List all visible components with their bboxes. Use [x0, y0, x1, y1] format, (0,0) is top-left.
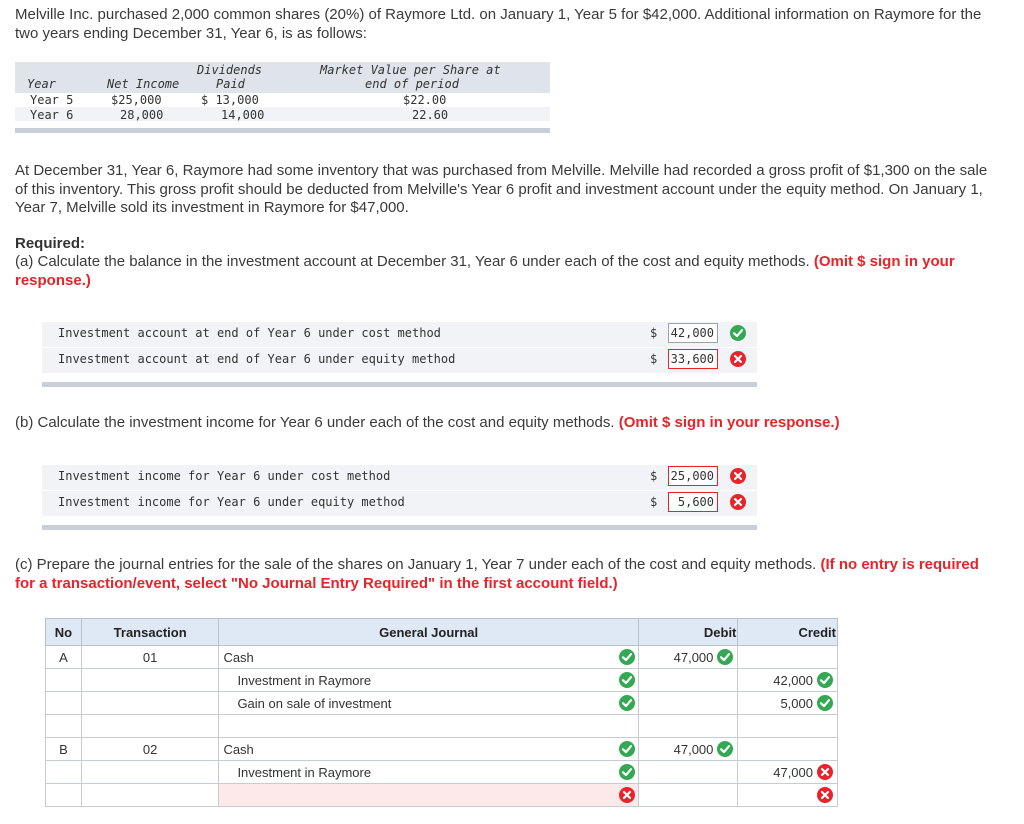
- account-field[interactable]: [219, 738, 638, 761]
- x-circle-icon: [817, 787, 833, 803]
- cell-no: [46, 669, 82, 692]
- part-a-text: (a) Calculate the balance in the investment account at December 31, Year 6 under each of the cost and equity methods.: [15, 253, 810, 270]
- check-circle-icon: [730, 325, 746, 341]
- cell-market: $22.00: [403, 93, 447, 107]
- journal-row: [46, 715, 838, 738]
- header-end-of-period: end of period: [365, 77, 459, 91]
- cell-net-income: 28,000: [120, 108, 164, 122]
- x-circle-icon: [730, 351, 746, 367]
- debit-field[interactable]: [638, 669, 738, 692]
- cell-no: A: [46, 646, 82, 669]
- cell-transaction: [81, 669, 219, 692]
- part-c-question: [15, 556, 1000, 593]
- col-debit: Debit: [638, 619, 738, 646]
- header-market-value: Market Value per Share at: [320, 63, 501, 77]
- debit-field[interactable]: [638, 646, 738, 669]
- cell-dividends: $ 13,000: [201, 93, 259, 107]
- journal-entry-table: [45, 618, 838, 807]
- x-circle-icon: [619, 787, 635, 803]
- raymore-info-table: [15, 62, 550, 137]
- cell-transaction: 02: [81, 738, 219, 761]
- debit-field[interactable]: [638, 692, 738, 715]
- cell-year: Year 6: [30, 108, 74, 122]
- credit-field[interactable]: [738, 738, 838, 761]
- intro-text: Melville Inc. purchased 2,000 common shares (20%) of Raymore Ltd. on January 1, Year 5 for $42,000. Additional information on Raymore for the two years ending December 31, Year 6, is as follows:: [15, 6, 982, 42]
- account-name: Investment in Raymore: [237, 765, 372, 780]
- col-no: No: [46, 619, 82, 646]
- credit-field[interactable]: [738, 646, 838, 669]
- required-heading: Required:: [15, 235, 86, 252]
- journal-row: [46, 692, 838, 715]
- currency-sign: $: [650, 495, 658, 509]
- check-circle-icon: [817, 695, 833, 711]
- debit-field[interactable]: [638, 761, 738, 784]
- cell-no: [46, 784, 82, 807]
- answer-label: Investment income for Year 6 under cost method: [58, 469, 391, 483]
- cell-dividends: 14,000: [221, 108, 265, 122]
- col-credit: Credit: [738, 619, 838, 646]
- account-name: Cash: [223, 650, 254, 665]
- header-dividends: Dividends: [197, 63, 263, 77]
- part-b-hint: (Omit $ sign in your response.): [618, 414, 840, 431]
- col-general-journal: General Journal: [219, 619, 638, 646]
- check-circle-icon: [619, 672, 635, 688]
- answer-input[interactable]: 25,000: [668, 466, 718, 486]
- journal-row: [46, 646, 838, 669]
- part-a-question: [15, 253, 1000, 290]
- cell-transaction: [81, 715, 219, 738]
- answer-row: [42, 348, 757, 373]
- journal-row: [46, 738, 838, 761]
- scenario-text: At December 31, Year 6, Raymore had some inventory that was purchased from Melville. Melville had recorded a gross profit of $1,300 on the sale of this inventory. This gross profit should be deducted from Melville's Year 6 profit and investment account under the equity method. On January 1, Year 7, Melville sold its investment in Raymore for $47,000.: [15, 162, 988, 216]
- check-circle-icon: [717, 649, 733, 665]
- cell-no: [46, 715, 82, 738]
- check-circle-icon: [619, 649, 635, 665]
- account-field[interactable]: [219, 715, 638, 738]
- account-name: Gain on sale of investment: [237, 696, 392, 711]
- cell-transaction: [81, 692, 219, 715]
- cell-no: B: [46, 738, 82, 761]
- answer-input[interactable]: 5,600: [668, 492, 718, 512]
- cell-transaction: [81, 761, 219, 784]
- journal-row: [46, 784, 838, 807]
- answer-row: [42, 465, 757, 490]
- credit-amount: 5,000: [780, 695, 813, 711]
- answer-input[interactable]: 33,600: [668, 349, 718, 369]
- answer-label: Investment account at end of Year 6 under equity method: [58, 352, 456, 366]
- answer-label: Investment account at end of Year 6 under cost method: [58, 326, 441, 340]
- cell-transaction: 01: [81, 646, 219, 669]
- currency-sign: $: [650, 469, 658, 483]
- currency-sign: $: [650, 326, 658, 340]
- debit-amount: 47,000: [673, 741, 714, 757]
- part-a-hint: (Omit $ sign in your response.): [15, 253, 955, 289]
- credit-field[interactable]: [738, 715, 838, 738]
- check-circle-icon: [619, 695, 635, 711]
- credit-amount: 42,000: [773, 672, 813, 688]
- check-circle-icon: [717, 741, 733, 757]
- credit-amount: 47,000: [773, 764, 813, 780]
- credit-field[interactable]: [738, 669, 838, 692]
- credit-field[interactable]: [738, 784, 838, 807]
- check-circle-icon: [619, 741, 635, 757]
- part-c-hint: (If no entry is required for a transaction/event, select "No Journal Entry Required" in the first account field.): [15, 556, 979, 592]
- account-field[interactable]: [219, 669, 638, 692]
- debit-field[interactable]: [638, 784, 738, 807]
- journal-row: [46, 761, 838, 784]
- cell-market: 22.60: [412, 108, 449, 122]
- answer-row: [42, 491, 757, 516]
- x-circle-icon: [730, 494, 746, 510]
- debit-field[interactable]: [638, 715, 738, 738]
- currency-sign: $: [650, 352, 658, 366]
- x-circle-icon: [730, 468, 746, 484]
- account-field[interactable]: [219, 646, 638, 669]
- answer-row: [42, 322, 757, 347]
- check-circle-icon: [817, 672, 833, 688]
- part-c-text: (c) Prepare the journal entries for the sale of the shares on January 1, Year 7 under each of the cost and equity methods.: [15, 556, 817, 573]
- cell-year: Year 5: [30, 93, 74, 107]
- part-b-question: [15, 414, 1000, 433]
- part-b-text: (b) Calculate the investment income for Year 6 under each of the cost and equity methods.: [15, 414, 615, 431]
- journal-row: [46, 669, 838, 692]
- cell-net-income: $25,000: [111, 93, 162, 107]
- x-circle-icon: [817, 764, 833, 780]
- account-field[interactable]: [219, 692, 638, 715]
- col-transaction: Transaction: [81, 619, 219, 646]
- debit-field[interactable]: [638, 738, 738, 761]
- header-net-income: Net Income: [107, 77, 180, 91]
- credit-field[interactable]: [738, 761, 838, 784]
- account-field[interactable]: [219, 761, 638, 784]
- cell-no: [46, 761, 82, 784]
- answer-input[interactable]: 42,000: [668, 323, 718, 343]
- account-field[interactable]: [219, 784, 638, 807]
- cell-no: [46, 692, 82, 715]
- account-name: Investment in Raymore: [237, 673, 372, 688]
- answer-label: Investment income for Year 6 under equity method: [58, 495, 405, 509]
- cell-transaction: [81, 784, 219, 807]
- header-paid: Paid: [216, 77, 245, 91]
- debit-amount: 47,000: [673, 649, 714, 665]
- header-year: Year: [27, 77, 56, 91]
- credit-field[interactable]: [738, 692, 838, 715]
- check-circle-icon: [619, 764, 635, 780]
- account-name: Cash: [223, 742, 254, 757]
